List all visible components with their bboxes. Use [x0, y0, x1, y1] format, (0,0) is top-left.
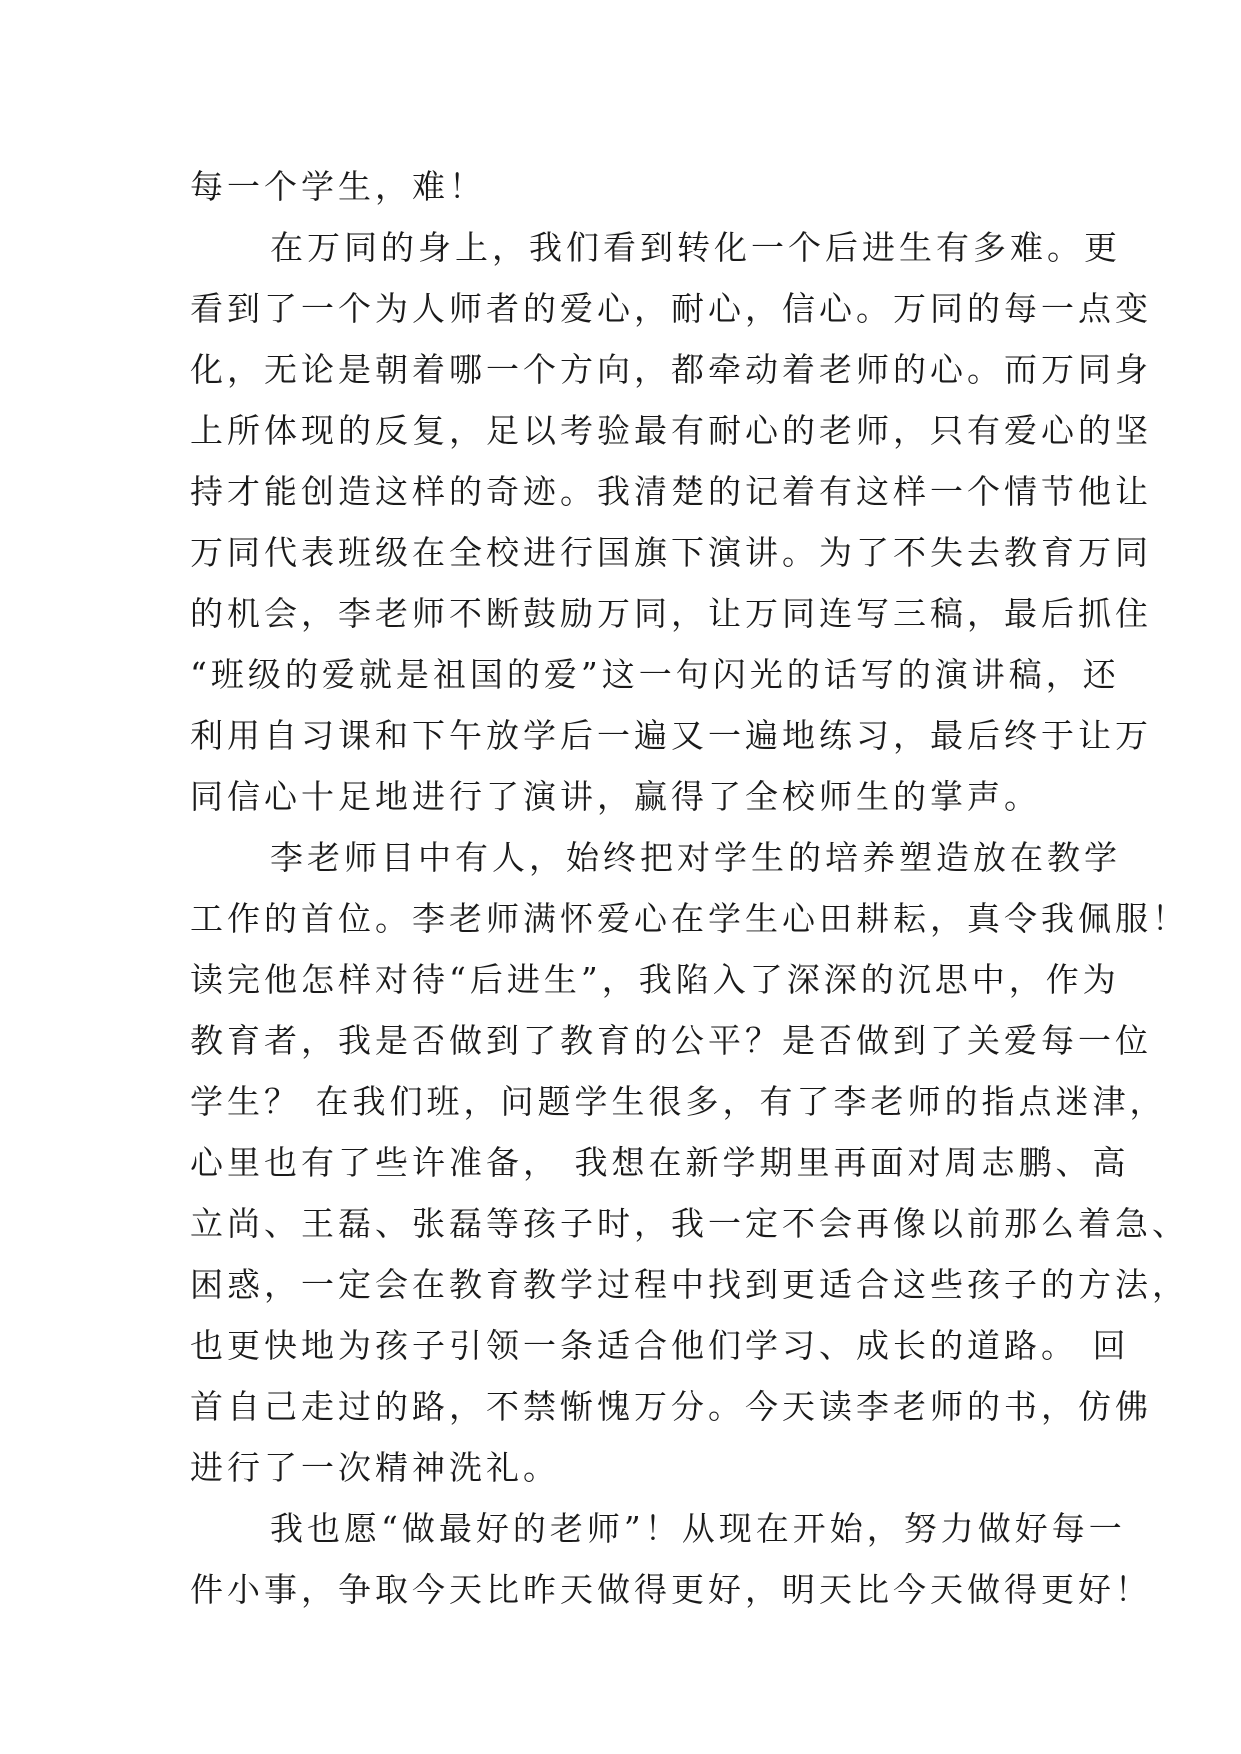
paragraph-start-line: 李老师目中有人，始终把对学生的培养塑造放在教学 [270, 838, 1121, 877]
text-line: 困惑，一定会在教育教学过程中找到更适合这些孩子的方法， [190, 1265, 1189, 1304]
text-line: 进行了一次精神洗礼。 [190, 1448, 560, 1487]
paragraph-start-line: 在万同的身上，我们看到转化一个后进生有多难。更 [270, 228, 1121, 267]
text-line: 工作的首位。李老师满怀爱心在学生心田耕耘，真令我佩服！ [190, 899, 1189, 938]
text-line: 教育者，我是否做到了教育的公平？是否做到了关爱每一位 [190, 1021, 1152, 1060]
text-line: 每一个学生，难！ [190, 167, 486, 206]
text-line: 利用自习课和下午放学后一遍又一遍地练习，最后终于让万 [190, 716, 1152, 755]
text-line: 看到了一个为人师者的爱心，耐心，信心。万同的每一点变 [190, 289, 1152, 328]
paragraph-start-line: 我也愿“做最好的老师”！从现在开始，努力做好每一 [270, 1509, 1126, 1548]
text-line: 读完他怎样对待“后进生”，我陷入了深深的沉思中，作为 [190, 960, 1120, 999]
body-text [190, 156, 1189, 1620]
text-line: 立尚、王磊、张磊等孩子时，我一定不会再像以前那么着急、 [190, 1204, 1189, 1243]
text-line: “班级的爱就是祖国的爱”这一句闪光的话写的演讲稿，还 [190, 655, 1120, 694]
text-line: 上所体现的反复，足以考验最有耐心的老师，只有爱心的坚 [190, 411, 1152, 450]
text-line: 件小事，争取今天比昨天做得更好，明天比今天做得更好！ [190, 1570, 1152, 1609]
text-line: 持才能创造这样的奇迹。我清楚的记着有这样一个情节他让 [190, 472, 1152, 511]
text-line: 万同代表班级在全校进行国旗下演讲。为了不失去教育万同 [190, 533, 1152, 572]
text-line: 同信心十足地进行了演讲，赢得了全校师生的掌声。 [190, 777, 1041, 816]
text-line: 学生？ 在我们班，问题学生很多，有了李老师的指点迷津， [190, 1082, 1167, 1121]
text-line: 也更快地为孩子引领一条适合他们学习、成长的道路。 回 [190, 1326, 1130, 1365]
text-line: 的机会，李老师不断鼓励万同，让万同连写三稿，最后抓住 [190, 594, 1152, 633]
text-line: 首自己走过的路，不禁惭愧万分。今天读李老师的书，仿佛 [190, 1387, 1152, 1426]
text-line: 心里也有了些许准备， 我想在新学期里再面对周志鹏、高 [190, 1143, 1130, 1182]
text-line: 化，无论是朝着哪一个方向，都牵动着老师的心。而万同身 [190, 350, 1152, 389]
